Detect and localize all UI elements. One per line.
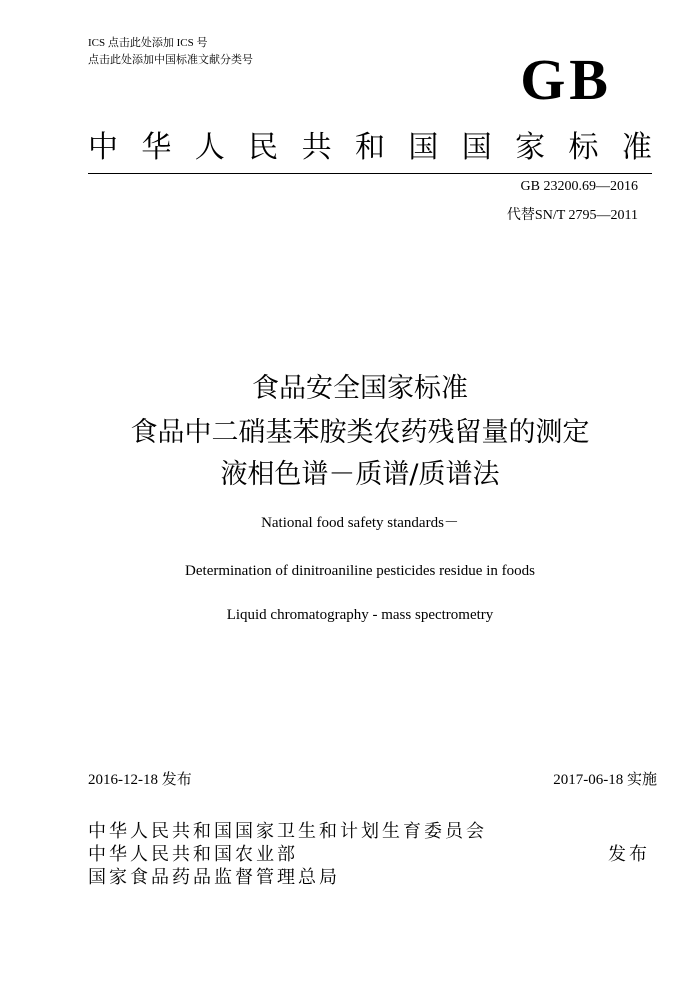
- issuer-line-1: 中华人民共和国国家卫生和计划生育委员会: [88, 821, 487, 842]
- standard-type-char: 标: [568, 130, 599, 165]
- standard-type-char: 共: [301, 130, 332, 165]
- title-en-line-3: Liquid chromatography - mass spectrometry: [226, 607, 494, 623]
- standard-type-char: 准: [621, 130, 652, 165]
- publish-date: 2016-12-18 发布: [88, 772, 192, 788]
- standard-type-char: 和: [354, 130, 385, 165]
- gb-logo: GB: [520, 47, 612, 112]
- title-cn-line-3: 液相色谱－质谱/质谱法: [220, 459, 500, 490]
- title-en-line-1: National food safety standards－: [261, 515, 459, 531]
- clc-number[interactable]: 点击此处添加中国标准文献分类号: [88, 53, 253, 66]
- standard-type-char: 中: [88, 130, 118, 165]
- issuer-line-2: 中华人民共和国农业部: [88, 844, 298, 865]
- title-cn-line-2: 食品中二硝基苯胺类农药残留量的测定: [130, 417, 590, 448]
- header-divider: [88, 173, 652, 174]
- title-en-line-2: Determination of dinitroaniline pesticides residue in foods: [185, 563, 535, 579]
- issuer-line-3: 国家食品药品监督管理总局: [88, 867, 340, 888]
- replaces-standard: 代替SN/T 2795—2011: [506, 208, 638, 223]
- implement-date: 2017-06-18 实施: [553, 772, 657, 788]
- standard-type-char: 人: [194, 130, 225, 165]
- ics-number[interactable]: ICS 点击此处添加 ICS 号: [88, 37, 208, 49]
- standard-type-char: 家: [515, 130, 546, 165]
- title-cn-line-1: 食品安全国家标准: [252, 373, 468, 404]
- standard-type-char: 国: [461, 130, 492, 165]
- standard-code: GB 23200.69—2016: [520, 179, 638, 194]
- standard-type-char: 华: [141, 130, 172, 165]
- standard-type-char: 国: [408, 130, 439, 165]
- standard-type-char: 民: [248, 130, 279, 165]
- standard-type-heading: [88, 128, 652, 168]
- issue-label: 发布: [608, 844, 650, 865]
